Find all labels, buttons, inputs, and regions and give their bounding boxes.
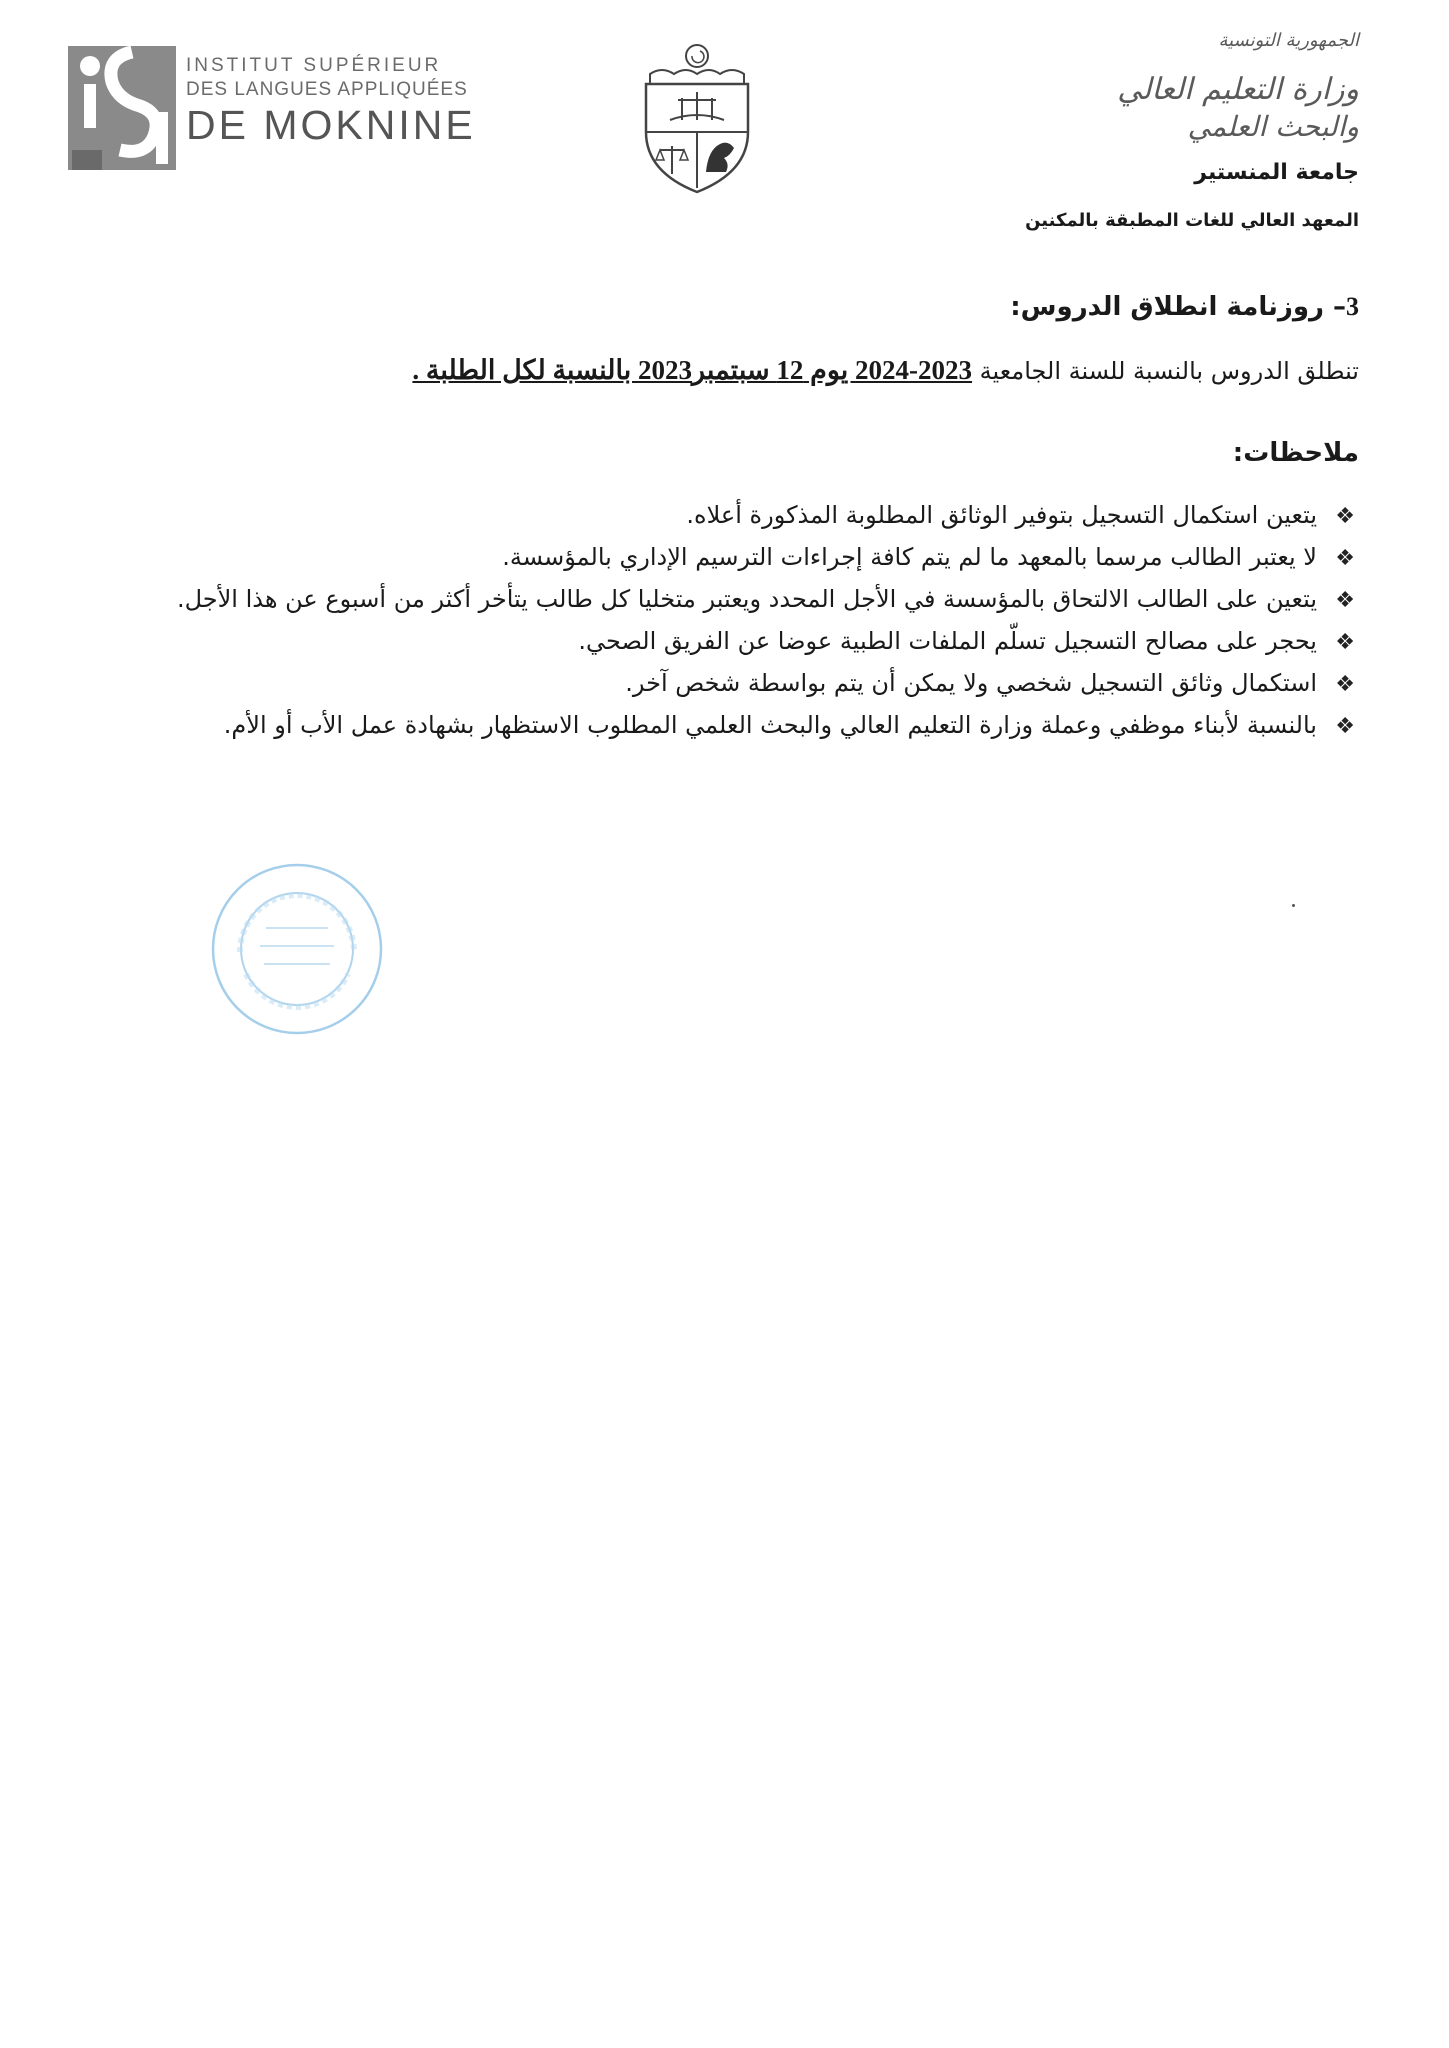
ministry-name-line-2: والبحث العلمي [1187, 110, 1359, 143]
ministry-name-line-1: وزارة التعليم العالي [1117, 72, 1359, 107]
section-title-text: – روزنامة انطلاق الدروس: [1010, 292, 1346, 322]
note-text: يتعين استكمال التسجيل بتوفير الوثائق المطلوبة المذكورة أعلاه. [686, 501, 1317, 529]
list-item [109, 580, 1359, 618]
section-start-date-line [412, 355, 1359, 386]
bullet-diamond-icon: ❖ [1335, 588, 1355, 613]
institute-logo [66, 42, 476, 174]
note-text: لا يعتبر الطالب مرسما بالمعهد ما لم يتم كافة إجراءات الترسيم الإداري بالمؤسسة. [502, 543, 1317, 571]
logo-line-1: INSTITUT SUPÉRIEUR [186, 55, 442, 76]
bullet-diamond-icon: ❖ [1335, 546, 1355, 571]
list-item [109, 622, 1359, 660]
list-item [109, 496, 1359, 534]
university-name: جامعة المنستير [1194, 160, 1359, 185]
bullet-diamond-icon: ❖ [1335, 504, 1355, 529]
coat-of-arms-icon [636, 42, 758, 200]
institute-name-arabic: المعهد العالي للغات المطبقة بالمكنين [1025, 210, 1359, 231]
note-text: بالنسبة لأبناء موظفي وعملة وزارة التعليم العالي والبحث العلمي المطلوب الاستظهار بشهادة عمل الأب أو الأم. [223, 711, 1317, 739]
bullet-diamond-icon: ❖ [1335, 672, 1355, 697]
bullet-diamond-icon: ❖ [1335, 714, 1355, 739]
section-title [1010, 292, 1359, 322]
notes-list [109, 496, 1359, 748]
isl-monogram-icon [66, 42, 178, 174]
note-text: يحجر على مصالح التسجيل تسلّم الملفات الطبية عوضا عن الفريق الصحي. [578, 627, 1317, 655]
bullet-diamond-icon: ❖ [1335, 630, 1355, 655]
section-number: 3 [1346, 292, 1359, 321]
list-item [109, 664, 1359, 702]
start-date-highlight: 2023-2024 يوم 12 سبتمبر2023 بالنسبة لكل الطلبة . [412, 355, 973, 385]
note-text: استكمال وثائق التسجيل شخصي ولا يمكن أن يتم بواسطة شخص آخر. [625, 669, 1317, 697]
institute-name-latin [186, 54, 476, 148]
start-date-prefix: تنطلق الدروس بالنسبة للسنة الجامعية [972, 357, 1359, 385]
list-item [109, 538, 1359, 576]
note-text: يتعين على الطالب الالتحاق بالمؤسسة في الأجل المحدد ويعتبر متخليا كل طالب يتأخر أكثر من أسبوع عن هذا الأجل. [176, 585, 1317, 613]
logo-line-2: DES LANGUES APPLIQUÉES [186, 79, 468, 100]
list-item [109, 706, 1359, 744]
republic-name: الجمهورية التونسية [1218, 30, 1359, 51]
official-stamp [210, 862, 384, 1036]
logo-line-3: DE MOKNINE [186, 102, 476, 148]
scan-speck [1292, 904, 1295, 907]
notes-title: ملاحظات: [1232, 438, 1359, 468]
